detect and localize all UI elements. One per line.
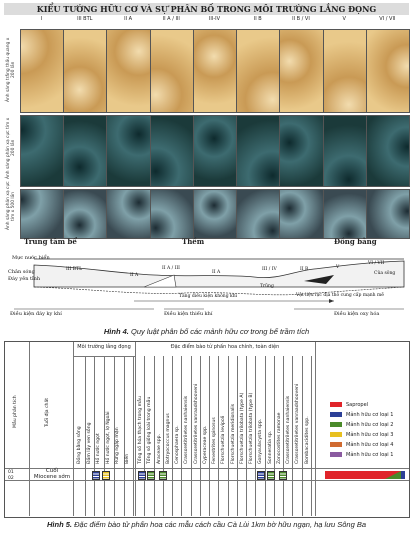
legend-label-3: Mảnh hữu cơ loại 2	[346, 422, 394, 428]
figure-4-caption-label: Hình 4.	[103, 327, 129, 336]
figure-5-caption	[0, 520, 413, 529]
palyno-col-17: Crassoretitriletes nanhaiensis	[286, 395, 292, 464]
age-late: Cuối	[45, 468, 59, 474]
palyno-col-18: Crassoretitriletes vanraadshooveni	[295, 383, 301, 464]
env-col-5: Rừng ngập mặn	[115, 427, 120, 464]
palyno-col-1: Tổng số hóa thạch trong mẫu	[138, 396, 143, 464]
figure-4-caption-text: Quy luật phân bố các mảnh hữu cơ trong bể trầm tích	[130, 327, 310, 336]
age-early-miocene: Miocene sớm	[33, 474, 71, 480]
column-header-1: I	[40, 16, 43, 22]
legend-swatch-5	[330, 442, 342, 447]
column-header-6: II B	[253, 16, 262, 22]
micrograph-r3-c9	[366, 189, 410, 239]
env-col-2: Đầm lầy ven sông	[86, 422, 92, 464]
legend-swatch-2	[330, 412, 342, 417]
data-mark-6	[257, 471, 265, 480]
calm-bottom-label: Đáy yên tĩnh	[8, 276, 41, 282]
dysoxic-label: Điều kiện thiếu khí	[164, 311, 213, 317]
palyno-col-7: Crassoretitriletes vanraadshooveni	[193, 383, 199, 464]
figure-4	[4, 3, 409, 325]
coarse-material-label: Vật liệu lục địa thô cung cấp mạnh mẽ	[296, 293, 384, 298]
column-header-7: II B / VI	[292, 16, 310, 22]
legend-item-2	[330, 412, 393, 419]
zone-label-6: II B	[300, 267, 309, 272]
micrograph-r2-c7	[279, 115, 323, 187]
micrograph-r2-c3	[106, 115, 150, 187]
micrograph-r2-c4	[150, 115, 194, 187]
sample-01: 01	[8, 470, 14, 475]
data-mark-4	[147, 471, 155, 480]
zone-label-7: V	[336, 265, 340, 270]
trough-label: Trũng	[260, 284, 274, 289]
figure-5-caption-text: Đặc điểm bào tử phấn hoa các mẫu cách cầu Cà Lùi 1km bờ hữu ngạn, hạ lưu Sông Ba	[74, 520, 366, 529]
palyno-col-11: Florschuetzia meridionalis	[230, 403, 236, 464]
palyno-col-12: Florschuetzia trilobata (type A)	[239, 392, 245, 464]
env-col-1: Đồng bằng sông	[77, 426, 82, 464]
data-mark-2	[102, 471, 110, 480]
zone-label-8: VI / VII	[368, 261, 385, 266]
env-col-3: Hồ nước ngọt	[96, 433, 101, 464]
palyno-col-10: Florschuetzia levipoli	[221, 415, 227, 464]
zone-label-5: III / IV	[262, 267, 277, 272]
data-mark-1	[92, 471, 100, 480]
sample-02: 02	[8, 476, 14, 481]
micrograph-r3-c8	[323, 189, 367, 239]
data-mark-5	[159, 471, 167, 480]
env-col-6: Biển	[124, 453, 130, 464]
row-label-1: Ảnh sáng trắng thấu quang x 200 lần	[6, 37, 16, 103]
anoxic-increase-label: Tăng điều kiện không khí	[179, 294, 238, 299]
micrograph-r1-c2	[63, 29, 107, 113]
micrograph-r3-c4	[150, 189, 194, 239]
shore-label: Của sông	[374, 271, 396, 276]
palyno-col-2: Tổng số giống loài trong mẫu	[147, 396, 153, 464]
palyno-col-8: Cyperaceae spp.	[202, 425, 208, 464]
palyno-col-16: Zonocostites ramonae	[276, 412, 282, 464]
micrograph-r1-c4	[150, 29, 194, 113]
micrograph-r3-c6	[236, 189, 280, 239]
figure-5-chart	[4, 341, 410, 518]
legend-item-6	[330, 452, 393, 459]
micrograph-r3-c1	[20, 189, 64, 239]
column-header-3: II A	[124, 16, 133, 22]
micrograph-r2-c9	[366, 115, 410, 187]
legend-item-3	[330, 422, 393, 429]
legend-swatch-6	[330, 452, 342, 457]
micrograph-r3-c7	[279, 189, 323, 239]
legend-swatch-3	[330, 422, 342, 427]
wave-base-label: Chân sóng	[8, 269, 35, 275]
legend-label-1: Sapropel	[346, 402, 369, 408]
palyno-col-5: Cenosphaera sp.	[175, 425, 181, 464]
env-col-4: Hồ nước ngọt, lợ Ngoài	[105, 411, 111, 464]
legend-swatch-1	[330, 402, 342, 407]
zone-label-4: II A	[212, 270, 221, 275]
data-mark-3	[138, 471, 146, 480]
data-mark-8	[279, 471, 287, 480]
micrograph-r1-c5	[193, 29, 237, 113]
figure-5-caption-label: Hình 5.	[47, 520, 73, 529]
column-header-4: II A / III	[162, 16, 180, 22]
palyno-col-13: Florschuetzia trilobata (type B)	[249, 392, 255, 464]
palyno-col-15: Sonneratia sp.	[267, 430, 273, 464]
legend-swatch-4	[330, 432, 342, 437]
legend-item-5	[330, 442, 393, 449]
palyno-col-9: Fenestrites spinosus	[212, 417, 218, 464]
micrograph-r2-c8	[323, 115, 367, 187]
data-mark-7	[267, 471, 275, 480]
micrograph-r3-c3	[106, 189, 150, 239]
header-palyno: Đặc điểm bào tử phấn hoa chính, toàn diện	[170, 344, 280, 350]
column-header-5: III-IV	[208, 16, 221, 22]
zone-label-2: II A	[130, 273, 139, 278]
micrograph-r1-c9	[366, 29, 410, 113]
figure-4-title: KIỂU TƯỚNG HỮU CƠ VÀ SỰ PHÂN BỐ TRONG MÔI TRƯỜNG LẮNG ĐỌNG	[4, 3, 409, 15]
micrograph-r3-c5	[193, 189, 237, 239]
header-env: Môi trường lắng đọng	[77, 344, 131, 350]
micrograph-r2-c1	[20, 115, 64, 187]
micrograph-r2-c5	[193, 115, 237, 187]
row-label-3: Ảnh sáng phản xạ cực tím x 500 lần	[6, 181, 16, 231]
zone-label-3: II A / III	[162, 266, 180, 271]
micrograph-r1-c7	[279, 29, 323, 113]
figure-4-caption	[0, 327, 413, 336]
water-level-label: Mực nước biển	[12, 255, 50, 261]
zone-label-1: III BTL	[66, 267, 83, 272]
legend-label-4: Mảnh hữu cơ loại 3	[346, 432, 394, 438]
env-label-center: Trung tâm bể	[24, 237, 77, 246]
header-age: Tuổi địa chất	[45, 397, 50, 427]
env-label-delta: Đồng bằng	[334, 237, 377, 246]
header-sample: Mẫu phân tích	[13, 395, 18, 429]
micrograph-r1-c8	[323, 29, 367, 113]
palyno-col-14: Gonyaulacysta spp.	[258, 418, 264, 464]
micrograph-r1-c6	[236, 29, 280, 113]
micrograph-r3-c2	[63, 189, 107, 239]
legend-item-4	[330, 432, 393, 439]
oxic-label: Điều kiện oxy hóa	[334, 311, 380, 317]
micrograph-r1-c1	[20, 29, 64, 113]
anoxic-bottom-label: Điều kiện đáy ky khí	[10, 311, 62, 317]
micrograph-r2-c6	[236, 115, 280, 187]
legend-item-1	[330, 402, 368, 409]
palyno-col-3: Araceae spp.	[156, 434, 162, 464]
organic-facies-bar	[325, 469, 407, 481]
column-header-2: III BTL	[77, 16, 93, 22]
palyno-col-4: Botryococcus magnus	[165, 413, 171, 464]
column-header-8: V	[342, 16, 346, 22]
palyno-col-19: Bombacacidites spp.	[304, 416, 310, 464]
env-label-shelf: Thềm	[182, 237, 205, 246]
row-label-2: Ảnh sáng phản xạ cực tím x 200 lần	[6, 117, 16, 179]
legend-label-2: Mảnh hữu cơ loại 1	[346, 412, 394, 418]
legend-label-5: Mảnh hữu cơ loại 4	[346, 442, 394, 448]
legend-label-6: Mảnh hữu cơ loại 1	[346, 452, 394, 458]
column-header-9: VI / VII	[379, 16, 396, 22]
micrograph-r2-c2	[63, 115, 107, 187]
micrograph-r1-c3	[106, 29, 150, 113]
palyno-col-6: Crassoretitriletes nanhaiensis	[184, 395, 190, 464]
